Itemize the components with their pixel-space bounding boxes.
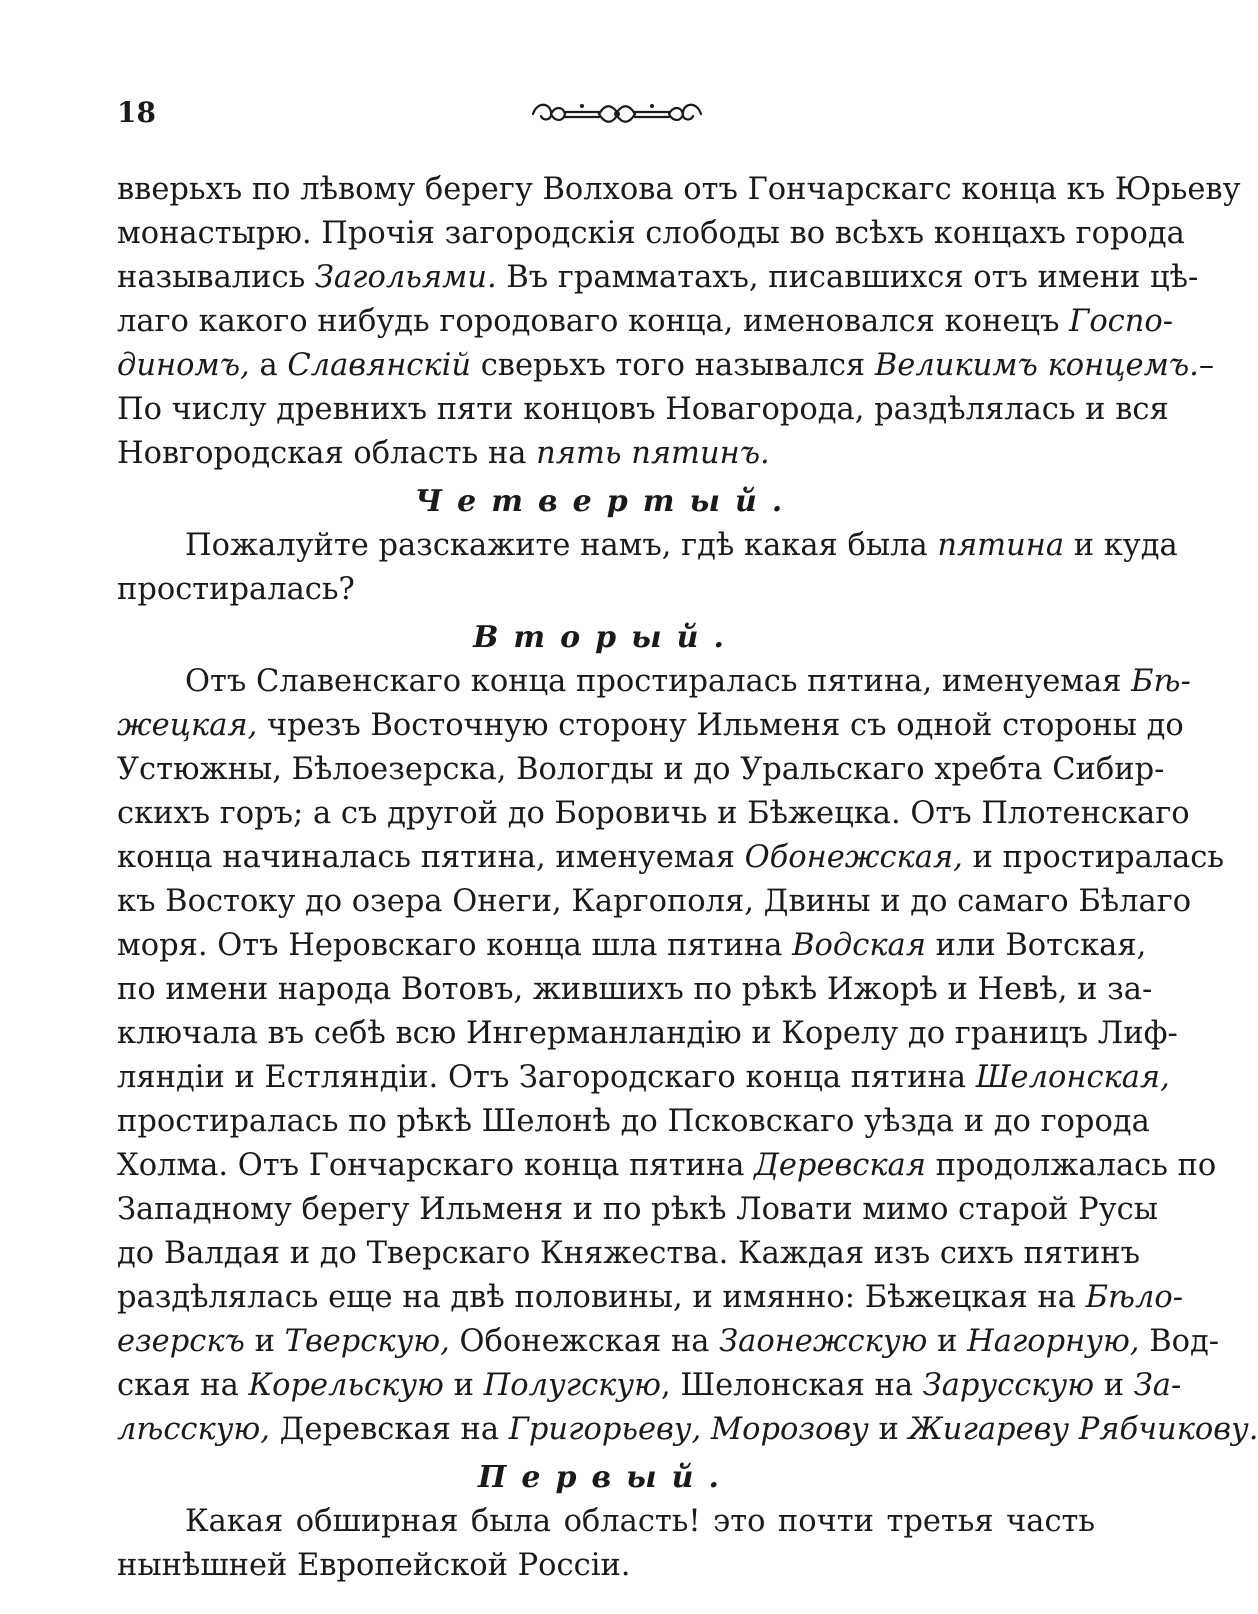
text-line: до Валдая и до Тверскаго Княжества. Каждая изъ сихъ пятинъ: [117, 1236, 1141, 1271]
text-line: назывались Загольями. Въ грамматахъ, писавшихся отъ имени цѣ-: [117, 260, 1199, 295]
paragraph-question: [117, 524, 1178, 612]
text-line: Пожалуйте разскажите намъ, гдѣ какая была пятина и куда: [185, 528, 1178, 563]
text-line: простиралась по рѣкѣ Шелонѣ до Псковскаго уѣзда и до города: [117, 1104, 1150, 1139]
text-line: раздѣлялась еще на двѣ половины, и имянно: Бѣжецкая на Бѣло-: [117, 1280, 1184, 1315]
paragraph-answer: [117, 660, 1258, 1452]
text-line: по имени народа Вотовъ, жившихъ по рѣкѣ Ижорѣ и Невѣ, и за-: [117, 972, 1153, 1007]
page-header: [117, 92, 1097, 136]
text-line: Устюжны, Бѣлоезерска, Вологды и до Уральскаго хребта Сибир-: [117, 752, 1165, 787]
text-line: Западному берегу Ильменя и по рѣкѣ Ловати мимо старой Русы: [117, 1192, 1159, 1227]
text-line: ляндіи и Естляндіи. Отъ Загородскаго конца пятина Шелонская,: [117, 1060, 1170, 1095]
text-line: конца начиналась пятина, именуемая Обонежская, и простиралась: [117, 840, 1224, 875]
text-line: нынѣшней Европейской Россіи.: [117, 1548, 631, 1583]
text-line: лѣсскую, Деревская на Григорьеву, Морозову и Жигареву Рябчикову.: [117, 1412, 1258, 1447]
text-line: монастырю. Прочія загородскія слободы во всѣхъ концахъ города: [117, 216, 1185, 251]
text-line: ская на Корельскую и Полугскую, Шелонская на Зарусскую и За-: [117, 1368, 1182, 1403]
text-line: лаго какого нибудь городоваго конца, именовался конецъ Госпо-: [117, 304, 1174, 339]
speaker-heading: Первый.: [478, 1460, 734, 1495]
paragraph-closing: [117, 1500, 1095, 1588]
text-line: жецкая, чрезъ Восточную сторону Ильменя съ одной стороны до: [117, 708, 1184, 743]
text-line: Новгородская область на пять пятинъ.: [117, 436, 770, 471]
speaker-heading: Четвертый.: [414, 484, 798, 519]
text-line: вверьхъ по лѣвому берегу Волхова отъ Гончарскагс конца къ Юрьеву: [117, 172, 1241, 207]
text-line: Отъ Славенскаго конца простиралась пятина, именуемая Бѣ-: [185, 664, 1191, 699]
paragraph-continuation: [117, 168, 1241, 476]
text-line: моря. Отъ Неровскаго конца шла пятина Водская или Вотская,: [117, 928, 1147, 963]
text-line: По числу древнихъ пяти концовъ Новагорода, раздѣлялась и вся: [117, 392, 1169, 427]
text-line: диномъ, а Славянскій сверьхъ того назывался Великимъ концемъ.–: [117, 348, 1215, 383]
page-number: 18: [117, 96, 156, 129]
text-line: къ Востоку до озера Онеги, Каргополя, Двины и до самаго Бѣлаго: [117, 884, 1192, 919]
speaker-heading: Вторый.: [473, 620, 739, 655]
decorative-flourish-icon: [527, 92, 707, 136]
text-line: Холма. Отъ Гончарскаго конца пятина Деревская продолжалась по: [117, 1148, 1217, 1183]
text-line: ключала въ себѣ всю Ингерманландію и Корелу до границъ Лиф-: [117, 1016, 1178, 1051]
text-line: скихъ горъ; а съ другой до Боровичь и Бѣжецка. Отъ Плотенскаго: [117, 796, 1190, 831]
text-line: езерскъ и Тверскую, Обонежская на Заонежскую и Нагорную, Вод-: [117, 1324, 1220, 1359]
page-text: [117, 168, 1258, 1588]
text-line: Какая обширная была область! это почти третья часть: [185, 1504, 1095, 1539]
text-line: простиралась?: [117, 572, 355, 607]
